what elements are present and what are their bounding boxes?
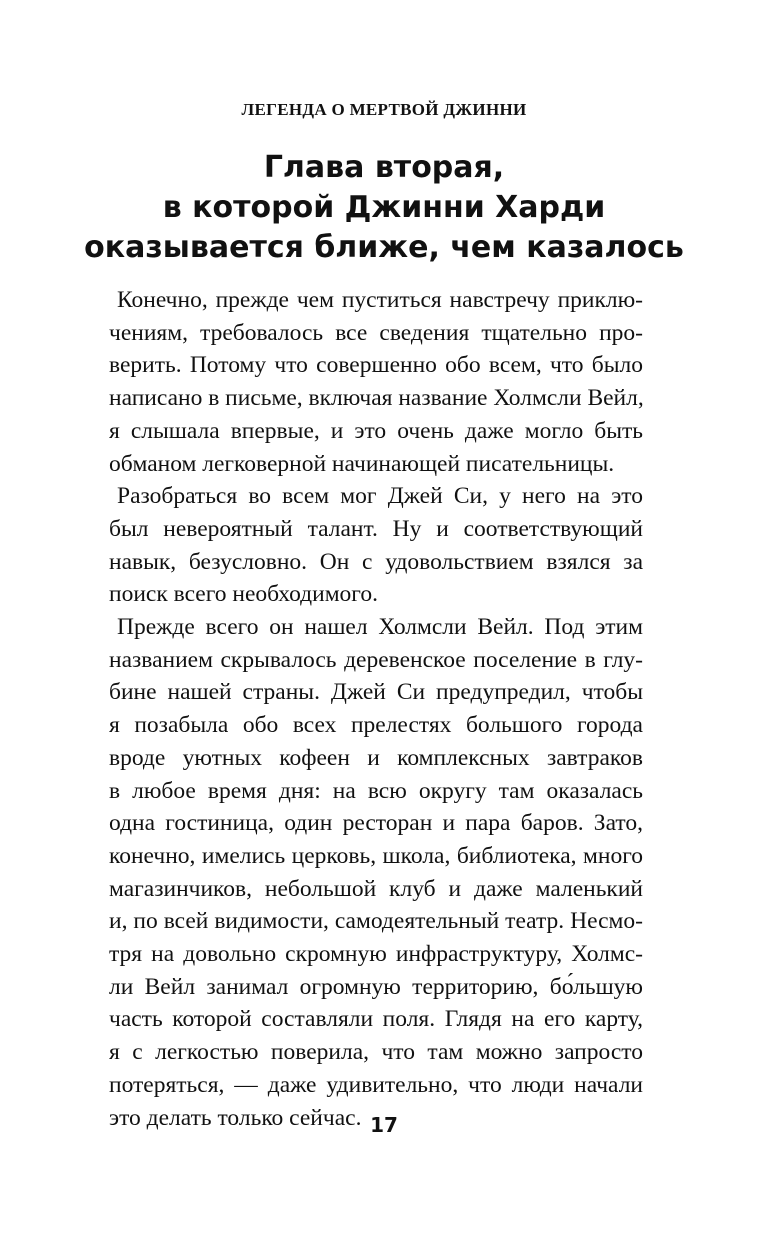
text-line: это делать только сейчас.	[109, 1104, 362, 1131]
body-text	[109, 284, 643, 1134]
text-line: поиск всего необходимого.	[109, 581, 378, 608]
chapter-title-line: Глава вторая,	[263, 150, 505, 185]
text-line: бине нашей страны. Джей Си предупредил, чтобы	[109, 679, 643, 706]
text-line: я слышала впервые, и это очень даже могло быть	[109, 417, 643, 444]
text-line: Конечно, прежде чем пуститься навстречу приклю-	[117, 287, 643, 313]
text-line: конечно, имелись церковь, школа, библиотека, много	[109, 842, 643, 869]
text-line: написано в письме, включая название Холмсли Вейл,	[109, 385, 644, 412]
text-line: ли Вейл занимал огромную территорию, бо́льшую	[109, 973, 643, 1000]
text-line: был невероятный талант. Ну и соответствующий	[109, 515, 643, 542]
text-line: часть которой составляли поля. Глядя на его карту,	[109, 1006, 643, 1033]
text-line: я с легкостью поверила, что там можно запросто	[109, 1039, 643, 1066]
text-line: Прежде всего он нашел Холмсли Вейл. Под этим	[117, 614, 643, 641]
text-line: верить. Потому что совершенно обо всем, что было	[109, 352, 643, 379]
text-line: названием скрывалось деревенское поселение в глу-	[109, 646, 643, 673]
text-line: в любое время дня: на всю округу там оказалась	[109, 777, 643, 804]
text-line: магазинчиков, небольшой клуб и даже маленький	[109, 875, 643, 902]
text-line: чениям, требовалось все сведения тщательно про-	[109, 319, 643, 346]
running-head: ЛЕГЕНДА О МЕРТВОЙ ДЖИННИ	[241, 100, 527, 119]
text-line: потеряться, — даже удивительно, что люди начали	[109, 1071, 643, 1098]
text-line: тря на довольно скромную инфраструктуру, Холмс-	[109, 941, 643, 968]
paragraph	[109, 611, 643, 1134]
paragraph	[109, 480, 643, 611]
text-line: обманом легковерной начинающей писательницы.	[109, 450, 615, 477]
chapter-title	[60, 148, 708, 268]
text-line: Разобраться во всем мог Джей Си, у него на это	[117, 483, 643, 510]
text-line: одна гостиница, один ресторан и пара баров. Зато,	[109, 810, 643, 837]
text-line: я позабыла обо всех прелестях большого города	[109, 712, 643, 739]
paragraph	[109, 284, 643, 480]
text-line: и, по всей видимости, самодеятельный театр. Несмо-	[109, 908, 643, 935]
chapter-title-line: в которой Джинни Харди	[162, 190, 606, 225]
page-number: 17	[370, 1113, 398, 1137]
chapter-title-line: оказывается ближе, чем казалось	[84, 230, 684, 265]
text-line: навык, безусловно. Он с удовольствием взялся за	[109, 548, 643, 575]
text-line: вроде уютных кофеен и комплексных завтраков	[109, 744, 643, 771]
